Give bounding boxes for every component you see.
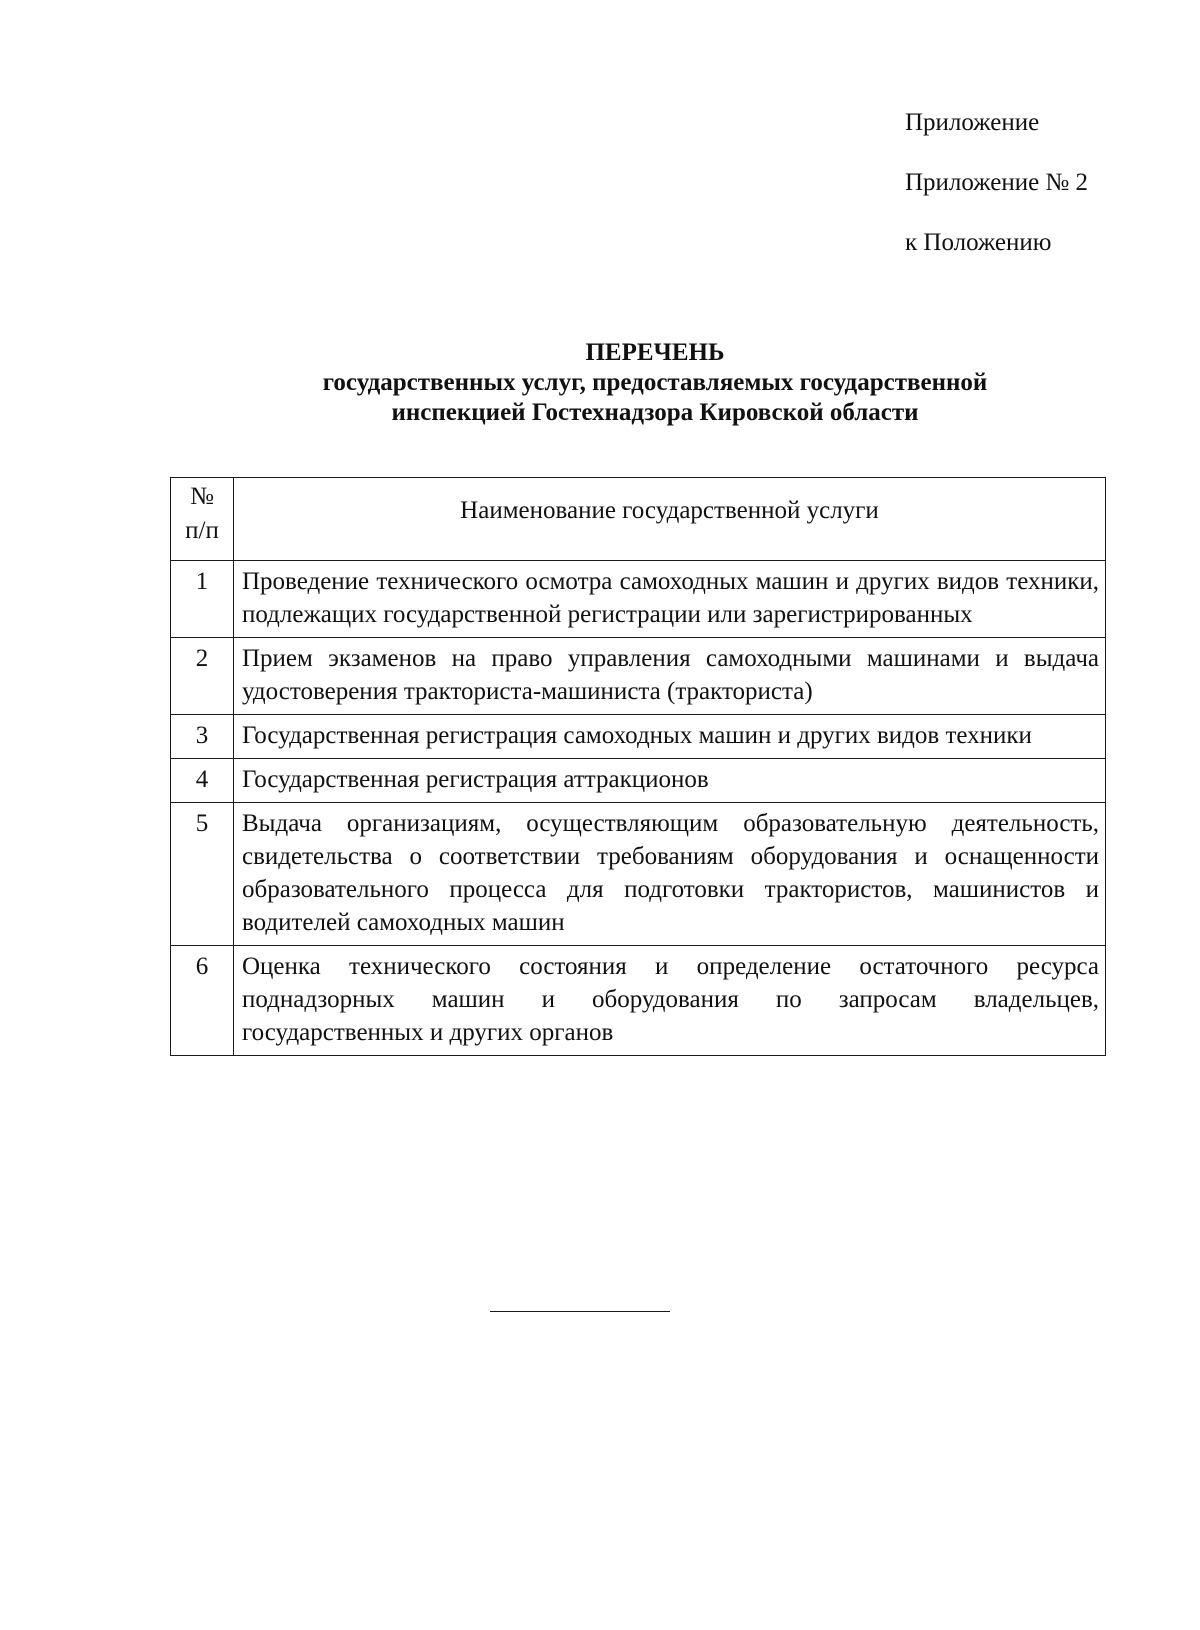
service-name: Выдача организациям, осуществляющим образовательную деятельность, свидетельства о соответствии требованиям оборудования и оснащенности образовательного процесса для подготовки трактористов, машинистов и водителей самоходных машин <box>234 803 1106 946</box>
appendix-line-1: Приложение <box>905 109 1040 136</box>
row-number: 3 <box>171 715 234 759</box>
title-subtitle-line-2: инспекцией Гостехнадзора Кировской области <box>391 399 919 426</box>
appendix-header <box>905 108 1088 288</box>
row-number: 1 <box>171 561 234 638</box>
service-name: Прием экзаменов на право управления самоходными машинами и выдача удостоверения тракториста-машиниста (тракториста) <box>234 638 1106 715</box>
header-number-line-2: п/п <box>185 517 219 544</box>
appendix-line-2: Приложение № 2 <box>905 169 1089 196</box>
end-of-document-rule <box>490 1311 670 1312</box>
title-main: ПЕРЕЧЕНЬ <box>585 339 725 366</box>
appendix-line-3: к Положению <box>905 229 1052 256</box>
service-name: Государственная регистрация аттракционов <box>234 759 1106 803</box>
service-name: Оценка технического состояния и определение остаточного ресурса поднадзорных машин и оборудования по запросам владельцев, государственных и других органов <box>234 946 1106 1056</box>
row-number: 6 <box>171 946 234 1056</box>
row-number: 2 <box>171 638 234 715</box>
table-row <box>171 759 1106 803</box>
service-name: Государственная регистрация самоходных машин и других видов техники <box>234 715 1106 759</box>
header-service-name: Наименование государственной услуги <box>234 478 1106 561</box>
title-subtitle-line-1: государственных услуг, предоставляемых государственной <box>322 369 988 396</box>
table-row <box>171 803 1106 946</box>
row-number: 5 <box>171 803 234 946</box>
header-number-line-1: № <box>190 483 214 510</box>
services-table <box>170 477 1106 1056</box>
table-row <box>171 561 1106 638</box>
table-row <box>171 715 1106 759</box>
table-row <box>171 946 1106 1056</box>
table-header-row <box>171 478 1106 561</box>
row-number: 4 <box>171 759 234 803</box>
service-name: Проведение технического осмотра самоходных машин и других видов техники, подлежащих государственной регистрации или зарегистрированных <box>234 561 1106 638</box>
table-row <box>171 638 1106 715</box>
document-title <box>0 338 1200 428</box>
header-number <box>171 478 234 561</box>
